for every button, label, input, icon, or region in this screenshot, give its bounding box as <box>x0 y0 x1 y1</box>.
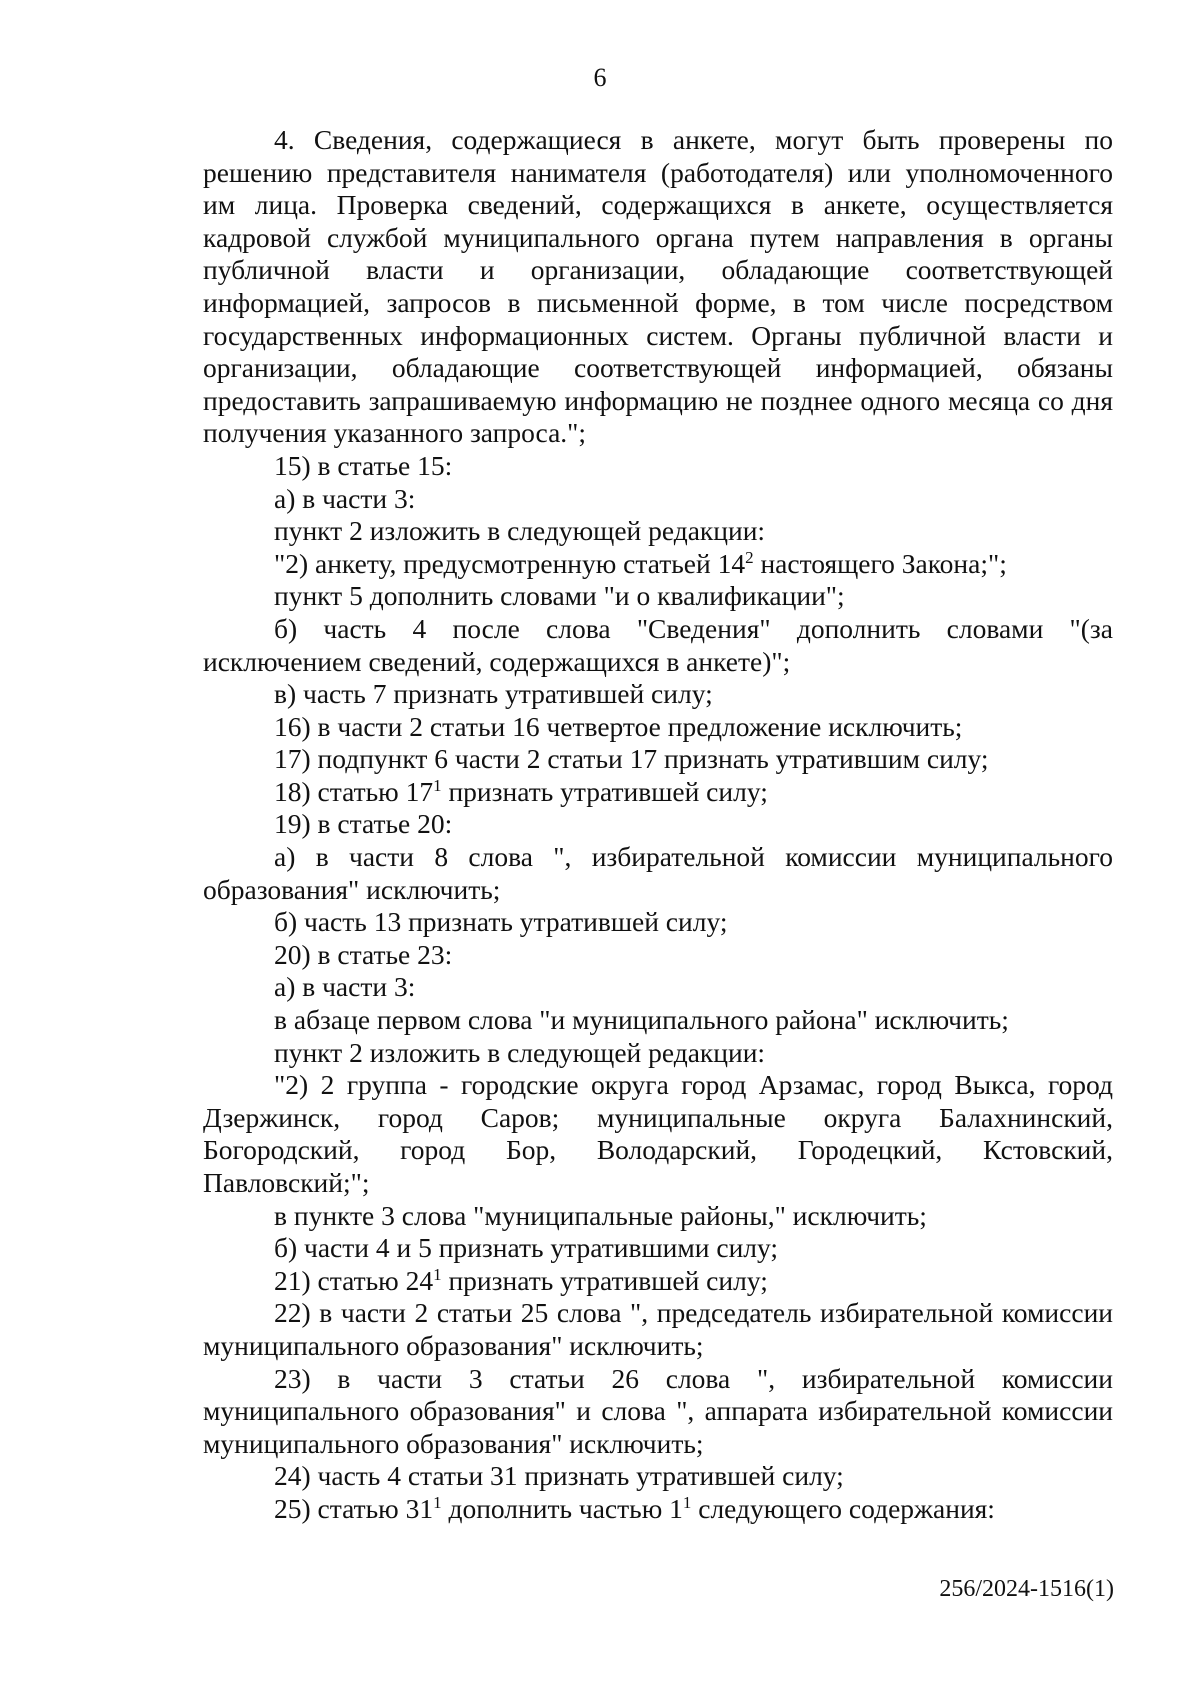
text-segment: настоящего Закона;"; <box>753 547 1007 579</box>
paragraph-item-15b: б) часть 4 после слова "Сведения" дополнить словами "(за исключением сведений, содержащихся в анкете)"; <box>203 612 1113 677</box>
paragraph-item-19b: б) часть 13 признать утратившей силу; <box>274 906 728 938</box>
paragraph-item-20a: а) в части 3: <box>274 971 416 1003</box>
paragraph-item-20a-point-2-text: "2) 2 группа - городские округа город Арзамас, город Выкса, город Дзержинск, город Саров; муниципальные округа Балахнинский, Богородский, город Бор, Володарский, Городецкий, Кстовский, Павловский;"; <box>203 1069 1113 1198</box>
paragraph-item-15: 15) в статье 15: <box>274 449 453 481</box>
page-number: 6 <box>593 63 607 92</box>
paragraph-item-15a-point-5: пункт 5 дополнить словами "и о квалификации"; <box>274 580 845 612</box>
superscript: 1 <box>433 775 442 795</box>
paragraph-item-24: 24) часть 4 статьи 31 признать утратившей силу; <box>274 1460 844 1492</box>
paragraph-item-25 <box>203 1493 1113 1526</box>
text-segment: признать утратившей силу; <box>441 1264 768 1296</box>
paragraph-item-18 <box>203 776 1113 809</box>
paragraph-item-20a-first-abzac: в абзаце первом слова "и муниципального района" исключить; <box>274 1004 1009 1036</box>
paragraph-item-15a: а) в части 3: <box>274 482 416 514</box>
superscript: 1 <box>433 1264 442 1284</box>
paragraph-item-16: 16) в части 2 статьи 16 четвертое предложение исключить; <box>274 710 963 742</box>
paragraph-item-23: 23) в части 3 статьи 26 слова ", избирательной комиссии муниципального образования" и слова ", аппарата избирательной комиссии муниципального образования" исключить; <box>203 1362 1113 1459</box>
paragraph-item-20: 20) в статье 23: <box>274 938 453 970</box>
paragraph-item-20a-point-3: в пункте 3 слова "муниципальные районы," исключить; <box>274 1199 927 1231</box>
document-body <box>203 124 1113 1526</box>
paragraph-item-15v: в) часть 7 признать утратившей силу; <box>274 678 713 710</box>
paragraph-item-19a: а) в части 8 слова ", избирательной комиссии муниципального образования" исключить; <box>203 841 1113 905</box>
text-segment: 21) статью 24 <box>274 1264 434 1296</box>
superscript: 1 <box>682 1492 692 1512</box>
text-segment: дополнить частью 1 <box>441 1492 683 1524</box>
text-segment: 18) статью 17 <box>274 775 434 807</box>
paragraph-item-15a-point-2-text <box>203 548 1113 581</box>
text-segment: признать утратившей силу; <box>441 775 768 807</box>
paragraph-item-20b: б) части 4 и 5 признать утратившими силу; <box>274 1232 779 1264</box>
paragraph-item-19: 19) в статье 20: <box>274 808 453 840</box>
superscript: 1 <box>433 1492 442 1512</box>
paragraph-item-20a-point-2: пункт 2 изложить в следующей редакции: <box>274 1036 766 1068</box>
text-segment: "2) анкету, предусмотренную статьей 14 <box>274 547 746 579</box>
superscript: 2 <box>745 547 754 567</box>
document-code: 256/2024-1516(1) <box>939 1576 1114 1602</box>
paragraph-item-15a-point-2: пункт 2 изложить в следующей редакции: <box>274 515 766 547</box>
text-segment: следующего содержания: <box>691 1492 995 1524</box>
text-segment: 25) статью 31 <box>274 1492 434 1524</box>
paragraph-item-22: 22) в части 2 статьи 25 слова ", председатель избирательной комиссии муниципального образования" исключить; <box>203 1297 1113 1361</box>
paragraph-anketa-verification: 4. Сведения, содержащиеся в анкете, могут быть проверены по решению представителя нанимателя (работодателя) или уполномоченного им лица. Проверка сведений, содержащихся в анкете, осуществляется кадровой службой муниципального органа путем направления в органы публичной власти и организации, обладающие соответствующей информацией, запросов в письменной форме, в том числе посредством государственных информационных систем. Органы публичной власти и организации, обладающие соответствующей информацией, обязаны предоставить запрашиваемую информацию не позднее одного месяца со дня получения указанного запроса."; <box>203 124 1113 449</box>
paragraph-item-17: 17) подпункт 6 части 2 статьи 17 признать утратившим силу; <box>274 743 989 775</box>
paragraph-item-21 <box>203 1265 1113 1298</box>
